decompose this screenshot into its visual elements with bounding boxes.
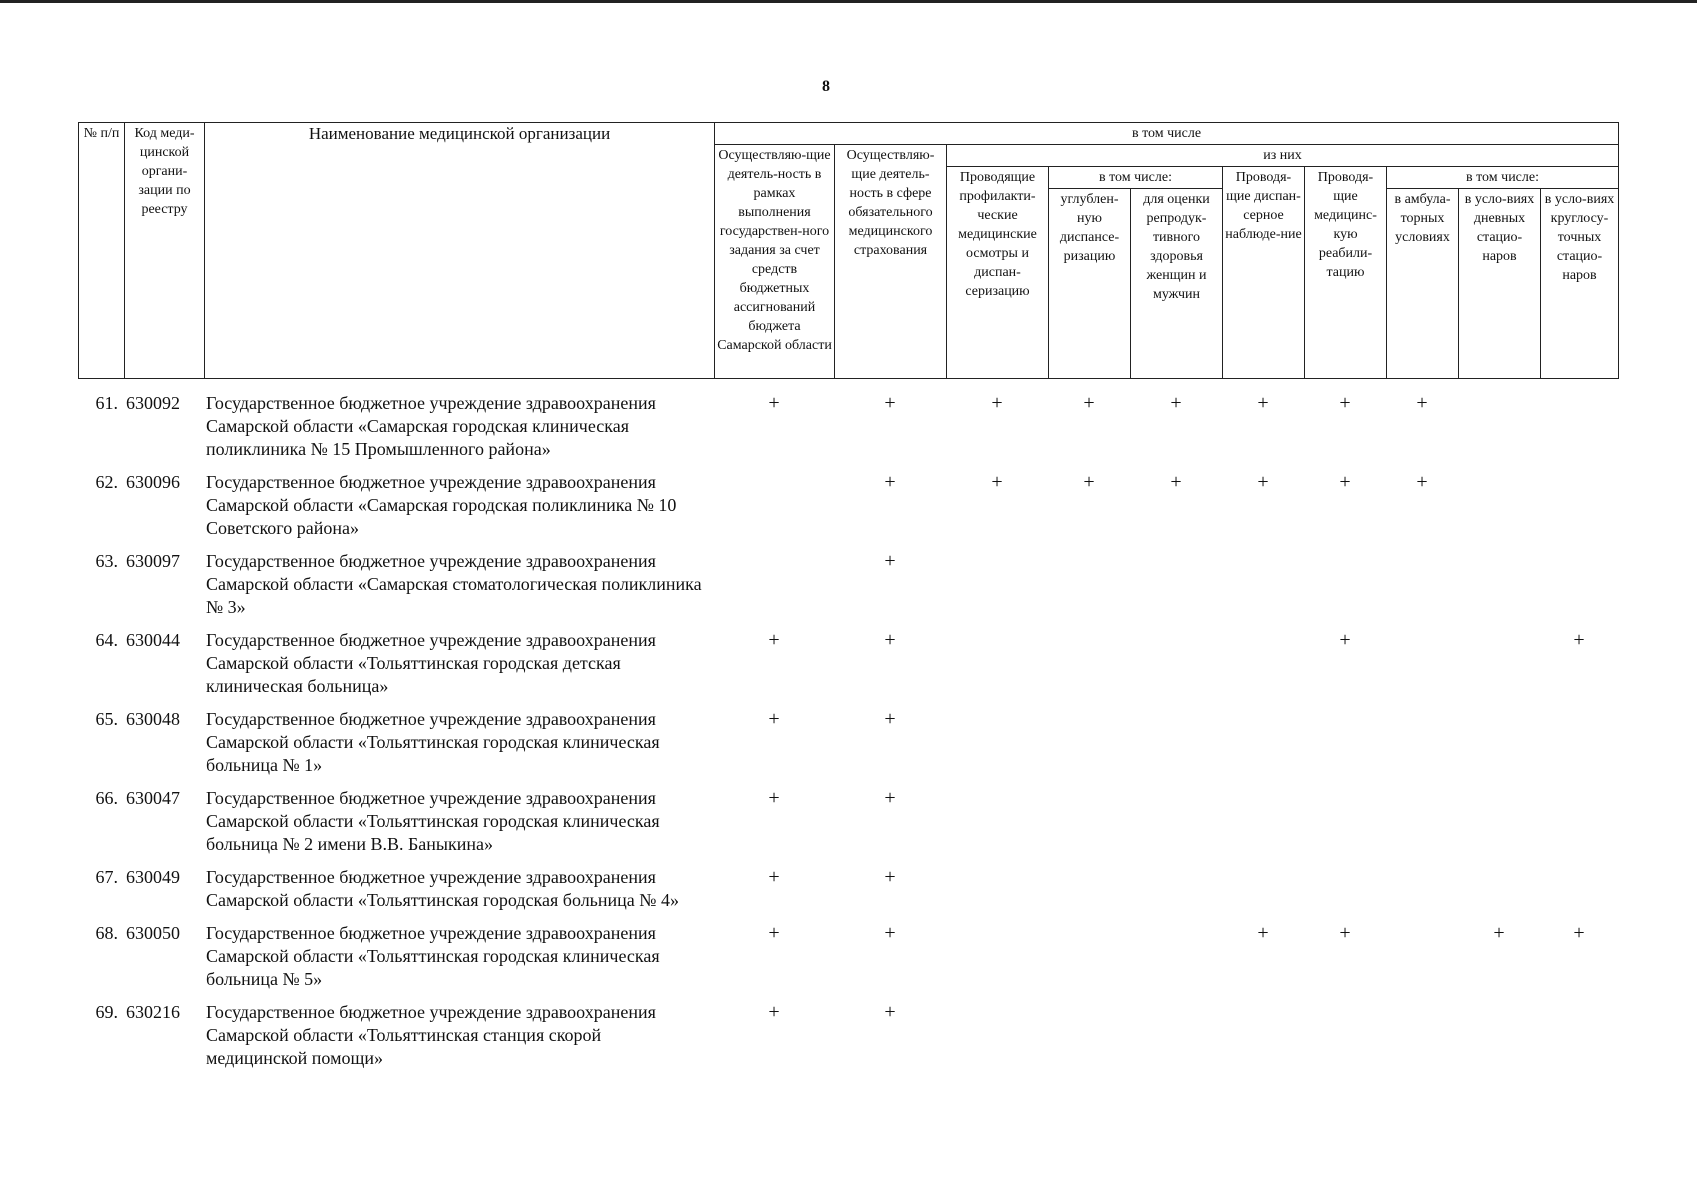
org-code: 630092 [126, 393, 180, 413]
org-code: 630216 [126, 1002, 180, 1022]
header-col-dnevn: в усло-виях дневных стацио-наров [1459, 189, 1541, 379]
row-number: 68. [95, 923, 118, 943]
table-row [78, 1001, 1618, 1080]
plus-mark: + [1257, 922, 1269, 944]
plus-mark [946, 708, 1048, 787]
plus-mark [1458, 866, 1540, 922]
header-v-tom-chisle-3: в том числе: [1387, 167, 1619, 189]
plus-mark [946, 922, 1048, 1001]
header-col-prof: Проводящие профилакти-ческие медицинские осмотры и диспан-серизацию [947, 167, 1049, 379]
plus-mark [1304, 708, 1386, 787]
org-code: 630050 [126, 923, 180, 943]
plus-mark: + [768, 787, 780, 809]
org-name: Государственное бюджетное учреждение здравоохранения Самарской области «Самарская городская клиническая поликлиника № 15 Промышленного района» [206, 393, 656, 459]
plus-mark [946, 1001, 1048, 1080]
page-top-border [0, 0, 1697, 3]
page-number: 8 [822, 78, 830, 95]
plus-mark [1222, 866, 1304, 922]
table-header [78, 122, 1619, 379]
plus-mark: + [1083, 392, 1095, 414]
plus-mark [1386, 1001, 1458, 1080]
org-name: Государственное бюджетное учреждение здравоохранения Самарской области «Тольяттинская станция скорой медицинской помощи» [206, 1002, 656, 1068]
org-name: Государственное бюджетное учреждение здравоохранения Самарской области «Тольяттинская городская больница № 4» [206, 867, 679, 910]
plus-mark [714, 550, 834, 629]
org-code: 630048 [126, 709, 180, 729]
row-number: 61. [95, 393, 118, 413]
table-row [78, 787, 1618, 866]
org-name: Государственное бюджетное учреждение здравоохранения Самарской области «Тольяттинская городская клиническая больница № 1» [206, 709, 660, 775]
plus-mark [946, 550, 1048, 629]
org-code: 630096 [126, 472, 180, 492]
table-row [78, 866, 1618, 922]
table-row [78, 629, 1618, 708]
header-iz-nih: из них [947, 145, 1619, 167]
row-number: 62. [95, 472, 118, 492]
plus-mark: + [1339, 392, 1351, 414]
plus-mark [1458, 1001, 1540, 1080]
table-row [78, 708, 1618, 787]
header-col-disp-nabl: Проводя-щие диспан-серное наблюде-ние [1223, 167, 1305, 379]
plus-mark [1386, 629, 1458, 708]
plus-mark: + [991, 392, 1003, 414]
org-code: 630097 [126, 551, 180, 571]
header-col-no: № п/п [79, 123, 125, 379]
plus-mark [946, 866, 1048, 922]
table-row [78, 392, 1618, 471]
header-col-reab: Проводя-щие медицинс-кую реабили-тацию [1305, 167, 1387, 379]
plus-mark [1458, 787, 1540, 866]
row-number: 65. [95, 709, 118, 729]
plus-mark: + [1573, 922, 1585, 944]
plus-mark: + [884, 787, 896, 809]
plus-mark: + [1257, 392, 1269, 414]
plus-mark [1130, 922, 1222, 1001]
plus-mark [1130, 629, 1222, 708]
plus-mark: + [884, 471, 896, 493]
header-col-oms: Осуществляю-щие деятель-ность в сфере обязательного медицинского страхования [835, 145, 947, 379]
plus-mark [1130, 708, 1222, 787]
plus-mark [714, 471, 834, 550]
header-col-krugl: в усло-виях круглосу-точных стацио-наров [1541, 189, 1619, 379]
plus-mark [1386, 866, 1458, 922]
plus-mark [1458, 471, 1540, 550]
header-col-uglub: углублен-ную диспансе-ризацию [1049, 189, 1131, 379]
plus-mark [1304, 866, 1386, 922]
header-col-ambul: в амбула-торных условиях [1387, 189, 1459, 379]
plus-mark [1048, 1001, 1130, 1080]
plus-mark [1304, 787, 1386, 866]
plus-mark [1386, 922, 1458, 1001]
plus-mark: + [884, 866, 896, 888]
plus-mark: + [1339, 922, 1351, 944]
plus-mark: + [1339, 471, 1351, 493]
plus-mark [1540, 550, 1618, 629]
org-code: 630047 [126, 788, 180, 808]
plus-mark: + [884, 1001, 896, 1023]
plus-mark: + [1339, 629, 1351, 651]
plus-mark [1386, 787, 1458, 866]
table-row [78, 550, 1618, 629]
plus-mark: + [884, 550, 896, 572]
plus-mark [1048, 550, 1130, 629]
plus-mark [1386, 550, 1458, 629]
plus-mark: + [768, 392, 780, 414]
plus-mark [1130, 550, 1222, 629]
org-name: Государственное бюджетное учреждение здравоохранения Самарской области «Самарская городская поликлиника № 10 Советского района» [206, 472, 677, 538]
header-col-name: Наименование медицинской организации [205, 123, 715, 379]
plus-mark: + [768, 866, 780, 888]
org-code: 630049 [126, 867, 180, 887]
plus-mark [1304, 1001, 1386, 1080]
header-col-code: Код меди-цинской органи-зации по реестру [125, 123, 205, 379]
plus-mark [1540, 866, 1618, 922]
header-col-gos-zadanie: Осуществляю-щие деятель-ность в рамках выполнения государствен-ного задания за счет средств бюджетных ассигнований бюджета Самарской области [715, 145, 835, 379]
org-name: Государственное бюджетное учреждение здравоохранения Самарской области «Тольяттинская городская клиническая больница № 5» [206, 923, 660, 989]
table-row [78, 922, 1618, 1001]
table-body [78, 392, 1618, 1080]
plus-mark: + [768, 1001, 780, 1023]
plus-mark: + [884, 629, 896, 651]
plus-mark [1540, 471, 1618, 550]
plus-mark [1304, 550, 1386, 629]
row-number: 63. [95, 551, 118, 571]
plus-mark [946, 787, 1048, 866]
plus-mark [1222, 708, 1304, 787]
plus-mark [1540, 392, 1618, 471]
plus-mark: + [1416, 471, 1428, 493]
row-number: 67. [95, 867, 118, 887]
plus-mark [1458, 392, 1540, 471]
org-name: Государственное бюджетное учреждение здравоохранения Самарской области «Тольяттинская городская детская клиническая больница» [206, 630, 656, 696]
header-col-reprod: для оценки репродук-тивного здоровья женщин и мужчин [1131, 189, 1223, 379]
row-number: 69. [95, 1002, 118, 1022]
org-code: 630044 [126, 630, 180, 650]
plus-mark: + [1170, 392, 1182, 414]
org-name: Государственное бюджетное учреждение здравоохранения Самарской области «Самарская стоматологическая поликлиника № 3» [206, 551, 702, 617]
plus-mark: + [1083, 471, 1095, 493]
plus-mark [1222, 787, 1304, 866]
plus-mark [946, 629, 1048, 708]
plus-mark: + [1493, 922, 1505, 944]
plus-mark [1130, 866, 1222, 922]
header-v-tom-chisle-2: в том числе: [1049, 167, 1223, 189]
plus-mark [1048, 787, 1130, 866]
plus-mark: + [884, 392, 896, 414]
header-v-tom-chisle: в том числе [715, 123, 1619, 145]
row-number: 66. [95, 788, 118, 808]
plus-mark [1540, 787, 1618, 866]
org-name: Государственное бюджетное учреждение здравоохранения Самарской области «Тольяттинская городская клиническая больница № 2 имени В.В. Баныкина» [206, 788, 660, 854]
plus-mark: + [768, 708, 780, 730]
plus-mark [1458, 550, 1540, 629]
plus-mark [1386, 708, 1458, 787]
plus-mark: + [991, 471, 1003, 493]
plus-mark: + [1573, 629, 1585, 651]
plus-mark [1458, 708, 1540, 787]
plus-mark: + [884, 922, 896, 944]
row-number: 64. [95, 630, 118, 650]
plus-mark: + [884, 708, 896, 730]
plus-mark [1048, 922, 1130, 1001]
plus-mark [1048, 629, 1130, 708]
plus-mark [1458, 629, 1540, 708]
plus-mark: + [768, 629, 780, 651]
plus-mark [1222, 1001, 1304, 1080]
plus-mark: + [1170, 471, 1182, 493]
plus-mark: + [1257, 471, 1269, 493]
plus-mark [1130, 787, 1222, 866]
plus-mark [1540, 708, 1618, 787]
plus-mark [1222, 629, 1304, 708]
plus-mark [1222, 550, 1304, 629]
plus-mark [1048, 708, 1130, 787]
plus-mark [1130, 1001, 1222, 1080]
plus-mark: + [768, 922, 780, 944]
plus-mark [1540, 1001, 1618, 1080]
table-row [78, 471, 1618, 550]
plus-mark: + [1416, 392, 1428, 414]
plus-mark [1048, 866, 1130, 922]
